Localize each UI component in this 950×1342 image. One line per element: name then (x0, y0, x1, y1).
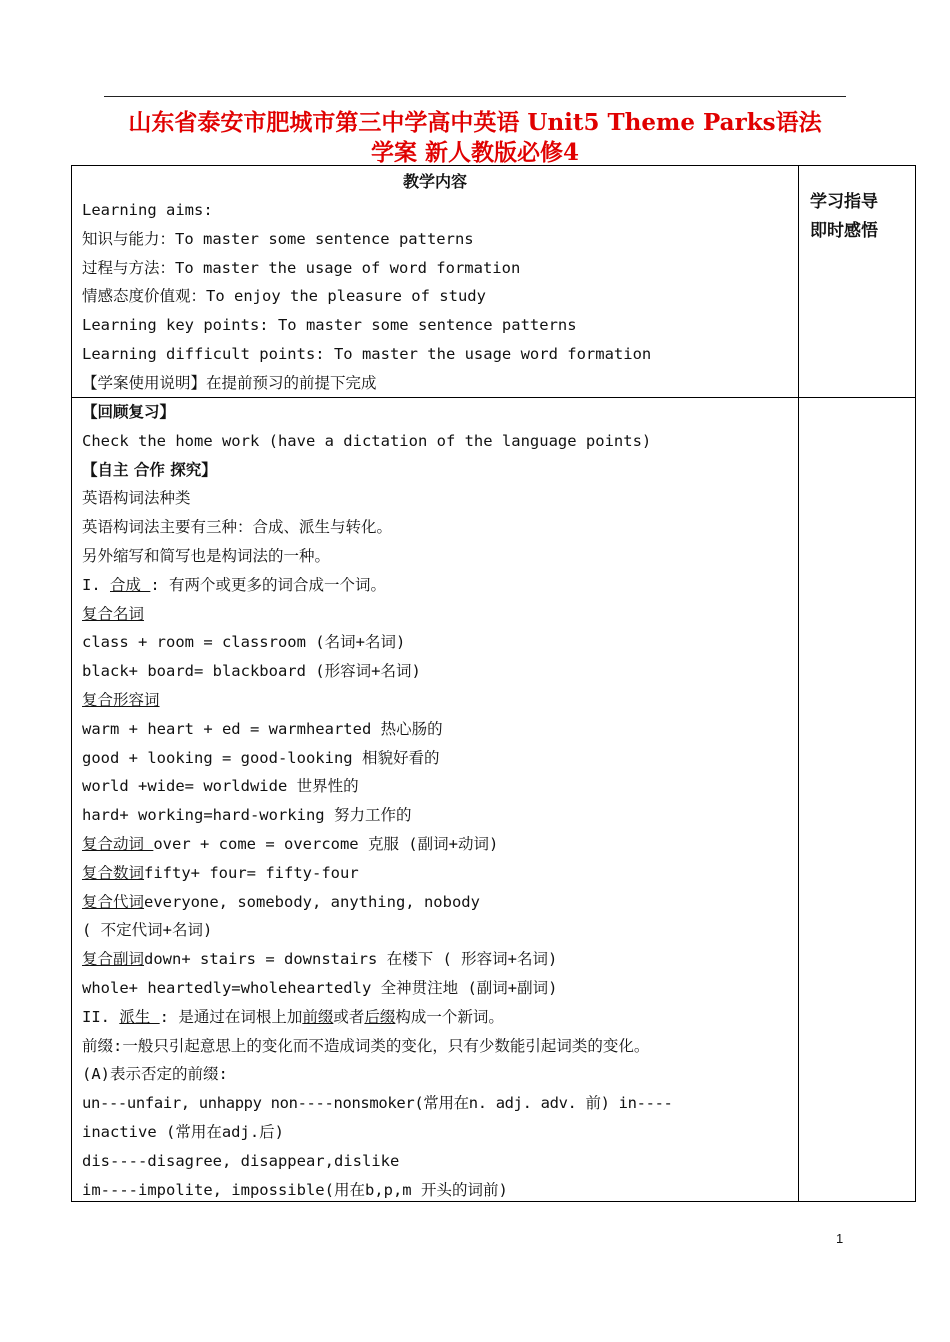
title-line-1: 山东省泰安市肥城市第三中学高中英语 Unit5 Theme Parks语法 (128, 109, 822, 136)
aim-process: 过程与方法：To master the usage of word formation (82, 258, 521, 277)
compound-numeral-example: fifty+ four= fifty-four (144, 863, 359, 882)
compounding-line (82, 571, 794, 600)
guidance-column (810, 188, 910, 246)
example-line: hard+ working=hard-working 努力工作的 (82, 806, 412, 825)
usage-instructions: 【学案使用说明】在提前预习的前提下完成 (82, 373, 377, 392)
example-line: warm + heart + ed = warmhearted 热心肠的 (82, 719, 443, 738)
homework-check: Check the home work (have a dictation of the language points) (82, 431, 652, 450)
negative-prefix-label: (A)表示否定的前缀: (82, 1065, 228, 1084)
word-formation-types: 英语构词法种类 (82, 489, 191, 508)
table-column-divider (798, 165, 799, 1202)
example-line: class + room = classroom (名词+名词) (82, 633, 406, 652)
example-line: un---unfair, unhappy non----nonsmoker(常用在n. adj. adv. 前) in---- (82, 1094, 673, 1113)
compound-verb-label: 复合动词 (82, 834, 154, 853)
derivation-desc: : 是通过在词根上加 (159, 1007, 303, 1026)
compound-pronoun-label: 复合代词 (82, 892, 145, 911)
compound-adverb-example: down+ stairs = downstairs 在楼下 ( 形容词+名词) (144, 950, 558, 969)
compound-adverb-label: 复合副词 (82, 950, 145, 969)
key-points: Learning key points: To master some sentence patterns (82, 316, 577, 335)
example-line: world +wide= worldwide 世界性的 (82, 777, 359, 796)
prefix-term: 前缀 (302, 1007, 334, 1026)
aims-heading: Learning aims: (82, 201, 213, 219)
review-heading: 【回顾复习】 (82, 403, 176, 421)
compound-adj-line (82, 686, 794, 715)
example-line: whole+ heartedly=wholeheartedly 全神贯注地 (副词+副词) (82, 978, 558, 997)
compounding-desc: : 有两个或更多的词合成一个词。 (150, 575, 387, 594)
compound-nouns-line (82, 600, 794, 629)
derivation-label: 派生 (119, 1007, 160, 1026)
reflection-label: 即时感悟 (810, 221, 878, 241)
compound-numeral-line (82, 859, 794, 888)
derivation-line (82, 1003, 794, 1032)
header-rule (104, 96, 846, 97)
compound-verb-line (82, 830, 794, 859)
example-line: good + looking = good-looking 相貌好看的 (82, 748, 440, 767)
compound-numeral-label: 复合数词 (82, 863, 145, 882)
compound-pronoun-example: everyone, somebody, anything, nobody (144, 892, 480, 911)
section-number: I. (82, 575, 110, 594)
title-line-2: 学案 新人教版必修4 (370, 139, 579, 166)
compound-pronoun-line (82, 888, 794, 917)
example-line: dis----disagree, disappear,dislike (82, 1151, 400, 1170)
guidance-label: 学习指导 (810, 192, 878, 212)
suffix-term: 后缀 (364, 1007, 396, 1026)
difficult-points: Learning difficult points: To master the usage word formation (82, 344, 652, 363)
compound-adverb-line (82, 945, 794, 974)
compound-adj-label: 复合形容词 (82, 690, 160, 709)
word-formation-intro: 英语构词法主要有三种：合成、派生与转化。 (82, 518, 393, 537)
example-line: im----impolite, impossible(用在b,p,m 开头的词前) (82, 1180, 508, 1199)
compounding-label: 合成 (110, 575, 151, 594)
section-number: II. (82, 1007, 120, 1026)
review-and-explore (82, 398, 794, 1204)
compound-nouns-label: 复合名词 (82, 604, 145, 623)
aim-knowledge: 知识与能力：To master some sentence patterns (82, 229, 474, 248)
learning-aims (82, 196, 794, 398)
document-title (100, 108, 850, 168)
derivation-desc-end: 构成一个新词。 (395, 1007, 504, 1026)
example-line: inactive (常用在adj.后) (82, 1122, 284, 1141)
or-word: 或者 (333, 1007, 365, 1026)
word-formation-note: 另外缩写和简写也是构词法的一种。 (82, 546, 331, 565)
example-line: black+ board= blackboard (形容词+名词) (82, 662, 421, 681)
compound-verb-example: over + come = overcome 克服 (副词+动词) (153, 834, 499, 853)
table-header-content: 教学内容 (402, 172, 467, 191)
page-number: 1 (836, 1231, 844, 1246)
prefix-description: 前缀:一般只引起意思上的变化而不造成词类的变化，只有少数能引起词类的变化。 (82, 1036, 650, 1055)
compound-pronoun-note: ( 不定代词+名词) (82, 921, 213, 940)
explore-heading: 【自主 合作 探究】 (82, 460, 217, 479)
aim-attitude: 情感态度价值观：To enjoy the pleasure of study (82, 287, 486, 306)
